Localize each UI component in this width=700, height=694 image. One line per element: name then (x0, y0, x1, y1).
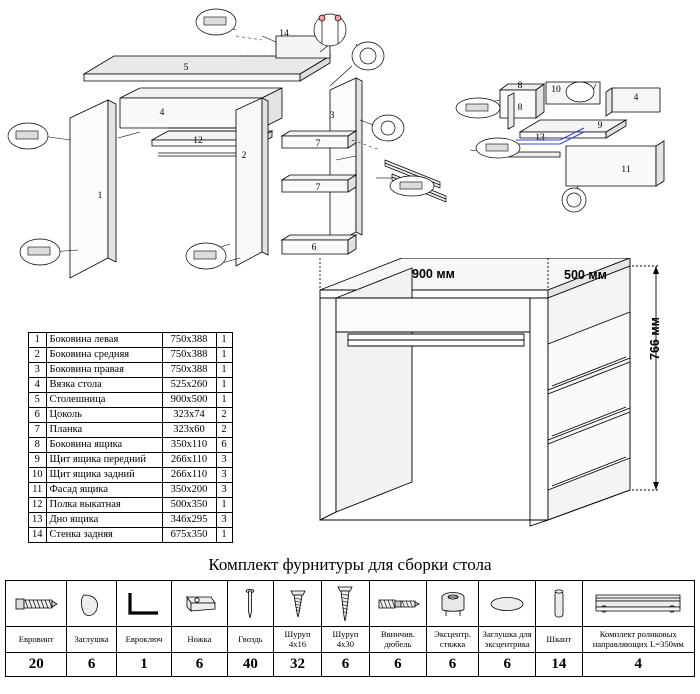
part-name: Стенка задняя (46, 528, 162, 543)
euro-screw-icon (12, 589, 60, 619)
part-size: 350х200 (162, 483, 216, 498)
part-number: 1 (29, 333, 47, 348)
hardware-label: Комплект роликовых направляющих L=350мм (582, 627, 694, 653)
hardware-icon-cell (369, 581, 426, 627)
part-size: 323х60 (162, 423, 216, 438)
nail-icon (235, 586, 265, 622)
hardware-count: 32 (274, 653, 322, 677)
hardware-count: 1 (116, 653, 171, 677)
part-qty: 1 (216, 378, 232, 393)
exploded-view-svg (0, 0, 700, 292)
hardware-label: Гвоздь (227, 627, 273, 653)
callout-13: 13 (535, 133, 545, 143)
part-name: Щит ящика задний (46, 468, 162, 483)
desk-depth-label: 500 мм (564, 268, 607, 282)
table-row (29, 438, 233, 453)
table-row (29, 393, 233, 408)
hardware-label: Евроключ (116, 627, 171, 653)
hardware-icon-cell (479, 581, 536, 627)
part-number: 6 (29, 408, 47, 423)
hardware-count: 40 (227, 653, 273, 677)
part-name: Боковина левая (46, 333, 162, 348)
hardware-icon-cell (582, 581, 694, 627)
desk-width-label: 900 мм (412, 267, 455, 281)
part-qty: 3 (216, 468, 232, 483)
cap-icon (74, 589, 110, 619)
dowel-screw-icon (375, 589, 421, 619)
hardware-label: Шуруп 4х16 (274, 627, 322, 653)
desk-svg (300, 258, 700, 548)
table-row (29, 483, 233, 498)
part-size: 266х110 (162, 468, 216, 483)
hardware-label: Шуруп 4х30 (322, 627, 370, 653)
part-name: Планка (46, 423, 162, 438)
hardware-labels-row (6, 627, 695, 653)
hardware-label: Заглушка для эксцентрика (479, 627, 536, 653)
hardware-icon-cell (227, 581, 273, 627)
callout-7a: 7 (315, 139, 321, 149)
callout-10: 10 (551, 85, 561, 95)
part-qty: 1 (216, 348, 232, 363)
hardware-count: 6 (426, 653, 478, 677)
part-qty: 2 (216, 423, 232, 438)
hardware-icon-cell (67, 581, 116, 627)
wooden-dowel-icon (544, 586, 574, 622)
hardware-icon-cell (116, 581, 171, 627)
part-qty: 1 (216, 333, 232, 348)
hardware-count: 14 (536, 653, 582, 677)
hardware-icon-cell (6, 581, 67, 627)
part-name: Щит ящика передний (46, 453, 162, 468)
part-qty: 2 (216, 408, 232, 423)
part-name: Цоколь (46, 408, 162, 423)
part-name: Столешница (46, 393, 162, 408)
part-size: 323х74 (162, 408, 216, 423)
part-size: 750х388 (162, 333, 216, 348)
hardware-count: 20 (6, 653, 67, 677)
part-qty: 3 (216, 483, 232, 498)
part-number: 8 (29, 438, 47, 453)
table-row (29, 513, 233, 528)
part-size: 350х110 (162, 438, 216, 453)
screw-4x16-icon (282, 587, 314, 621)
parts-list-body (29, 333, 233, 543)
desk-height-label: 766 мм (648, 317, 662, 360)
part-name: Вязка стола (46, 378, 162, 393)
part-size: 900х500 (162, 393, 216, 408)
part-number: 12 (29, 498, 47, 513)
cam-lock-icon (434, 587, 472, 621)
table-row (29, 528, 233, 543)
part-size: 346х295 (162, 513, 216, 528)
part-name: Боковина ящика (46, 438, 162, 453)
callout-5: 5 (183, 63, 189, 73)
callout-14: 14 (279, 29, 289, 39)
part-number: 2 (29, 348, 47, 363)
part-number: 13 (29, 513, 47, 528)
hardware-counts-row (6, 653, 695, 677)
hardware-icon-cell (172, 581, 227, 627)
table-row (29, 453, 233, 468)
hardware-label: Ввинчив. дюбель (369, 627, 426, 653)
hardware-label: Эксцентр. стяжка (426, 627, 478, 653)
part-number: 11 (29, 483, 47, 498)
part-name: Полка выкатная (46, 498, 162, 513)
part-size: 525х260 (162, 378, 216, 393)
callout-8a: 8 (517, 103, 523, 113)
callout-9: 9 (597, 121, 603, 131)
hardware-label: Заглушка (67, 627, 116, 653)
table-row (29, 468, 233, 483)
hardware-kit-table (5, 580, 695, 677)
part-number: 4 (29, 378, 47, 393)
hardware-icon-cell (426, 581, 478, 627)
table-row (29, 498, 233, 513)
part-size: 266х110 (162, 453, 216, 468)
part-number: 5 (29, 393, 47, 408)
part-name: Дно ящика (46, 513, 162, 528)
part-number: 9 (29, 453, 47, 468)
callout-12: 12 (193, 136, 203, 146)
hardware-icon-cell (536, 581, 582, 627)
slide-rail-icon (590, 587, 686, 621)
part-qty: 1 (216, 393, 232, 408)
hardware-count: 6 (172, 653, 227, 677)
table-row (29, 378, 233, 393)
parts-list-table (28, 332, 233, 543)
part-size: 500х350 (162, 498, 216, 513)
callout-2: 2 (241, 151, 247, 161)
hardware-label: Ножка (172, 627, 227, 653)
part-qty: 1 (216, 528, 232, 543)
part-size: 675х350 (162, 528, 216, 543)
foot-icon (177, 589, 221, 619)
table-row (29, 408, 233, 423)
part-size: 750х388 (162, 348, 216, 363)
part-number: 10 (29, 468, 47, 483)
hardware-count: 6 (479, 653, 536, 677)
hardware-icon-cell (322, 581, 370, 627)
exploded-assembly-diagram (0, 0, 700, 290)
table-row (29, 348, 233, 363)
hardware-label: Евровинт (6, 627, 67, 653)
assembled-desk-drawing (300, 258, 700, 548)
table-row (29, 423, 233, 438)
part-name: Боковина правая (46, 363, 162, 378)
callout-8b: 8 (517, 81, 523, 91)
part-name: Боковина средняя (46, 348, 162, 363)
part-qty: 1 (216, 363, 232, 378)
hardware-count: 6 (67, 653, 116, 677)
hardware-count: 4 (582, 653, 694, 677)
hardware-section-title: Комплект фурнитуры для сборки стола (208, 555, 492, 574)
part-name: Фасад ящика (46, 483, 162, 498)
screw-4x30-icon (329, 584, 361, 624)
part-qty: 3 (216, 513, 232, 528)
part-qty: 1 (216, 498, 232, 513)
part-qty: 3 (216, 453, 232, 468)
callout-3: 3 (329, 111, 335, 121)
part-qty: 6 (216, 438, 232, 453)
hardware-count: 6 (322, 653, 370, 677)
hardware-count: 6 (369, 653, 426, 677)
hardware-icons-row (6, 581, 695, 627)
callout-4: 4 (159, 108, 165, 118)
hardware-label: Шкант (536, 627, 582, 653)
callout-7b: 7 (315, 183, 321, 193)
table-row (29, 333, 233, 348)
callout-6: 6 (311, 243, 317, 253)
cam-cap-icon (485, 592, 529, 616)
callout-11: 11 (621, 165, 631, 175)
table-row (29, 363, 233, 378)
part-size: 750х388 (162, 363, 216, 378)
part-number: 14 (29, 528, 47, 543)
callout-4b: 4 (633, 93, 639, 103)
part-number: 7 (29, 423, 47, 438)
allen-key-icon (122, 589, 166, 619)
hardware-icon-cell (274, 581, 322, 627)
part-number: 3 (29, 363, 47, 378)
callout-1: 1 (97, 191, 103, 201)
